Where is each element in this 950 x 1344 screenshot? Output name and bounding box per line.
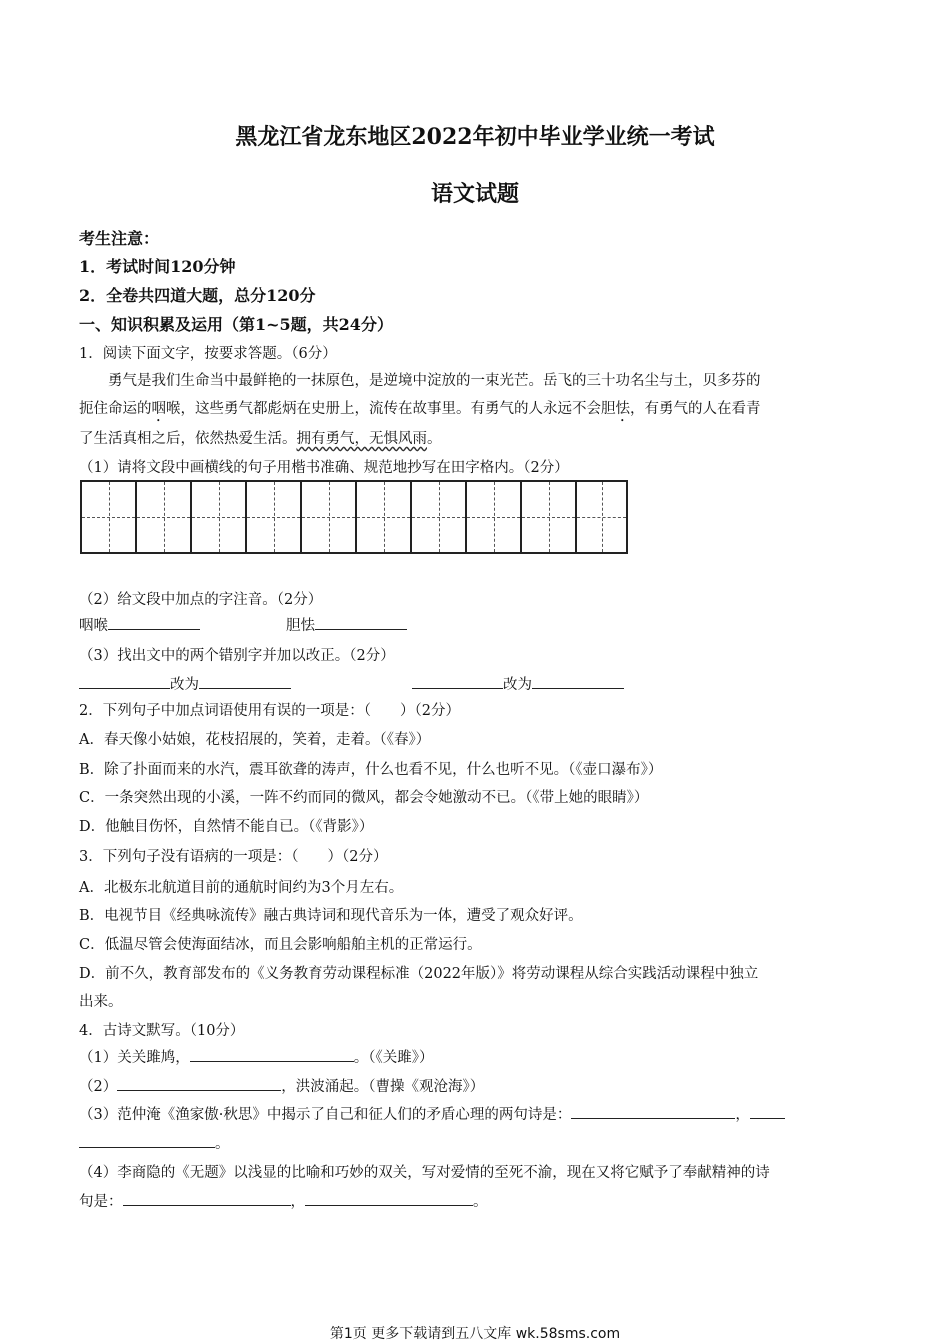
tianzige-cell[interactable] (247, 482, 302, 552)
q4-sub1 (79, 1046, 433, 1067)
q4-sub4-blank-2[interactable] (305, 1191, 473, 1206)
q1-sub2-blank-2[interactable] (315, 615, 407, 630)
q4-sub1-suffix: 。（《关雎》） (353, 1050, 434, 1066)
tianzige-cell[interactable] (522, 482, 577, 552)
q2-option-b: B．除了扑面而来的水汽，震耳欲聋的涛声，什么也看不见，什么也听不见。（《壶口瀑布》） (79, 762, 663, 778)
section-1-heading: 一、知识积累及运用（第1~5题，共24分） (79, 315, 393, 334)
q4-sub3-prompt: （3）范仲淹《渔家傲·秋思》中揭示了自己和征人们的矛盾心理的两句诗是： (79, 1107, 572, 1123)
change-to-label: 改为 (503, 677, 532, 693)
q1-sub2-word-2: 胆怯 (286, 618, 315, 634)
q3-option-b: B．电视节目《经典咏流传》融古典诗词和现代音乐为一体，遭受了观众好评。 (79, 908, 583, 924)
q4-sub1-blank[interactable] (190, 1047, 354, 1062)
q4-sub3-line-2 (79, 1132, 230, 1153)
tianzige-cell[interactable] (82, 482, 137, 552)
q1-sub2: （2）给文段中加点的字注音。（2分） (79, 592, 323, 608)
q3-option-a: A．北极东北航道目前的通航时间约为3个月左右。 (79, 880, 404, 896)
q1-stem: 1．阅读下面文字，按要求答题。（6分） (79, 346, 337, 362)
q1-sub2-word-1: 咽喉 (79, 618, 108, 634)
q4-sub3-blank-1[interactable] (571, 1104, 735, 1119)
q1-sub3: （3）找出文中的两个错别字并加以改正。（2分） (79, 648, 395, 664)
q2-option-d: D．他触目伤怀，自然情不能自已。（《背影》） (79, 819, 374, 835)
change-to-label: 改为 (170, 677, 199, 693)
q1-para-text: 了生活真相之后，依然热爱生活。 (79, 431, 297, 447)
q4-sub3-blank-2[interactable] (79, 1133, 215, 1148)
q4-sub2-suffix: ，洪波涌起。（曹操《观沧海》） (281, 1079, 485, 1095)
q4-sub4-end: 。 (473, 1194, 488, 1210)
q4-sub4-line-2 (79, 1190, 488, 1211)
q2-option-c: C．一条突然出现的小溪，一阵不约而同的微风，都会令她激动不已。（《带上她的眼睛》） (79, 790, 649, 806)
page-footer: 第1页 更多下载请到五八文库 wk.58sms.com (329, 1326, 621, 1342)
q1-sub3-answer-2 (412, 673, 624, 694)
q1-para-text: 喉，这些勇气都彪炳在史册上，流传在故事里。有勇气的人永远不会胆 (166, 401, 616, 417)
q1-sub1: （1）请将文段中画横线的句子用楷书准确、规范地抄写在田字格内。（2分） (79, 460, 569, 476)
tianzige-cell[interactable] (137, 482, 192, 552)
exam-subtitle: 语文试题 (430, 181, 519, 207)
q1-sub3-wrong-blank-2[interactable] (412, 674, 503, 689)
tianzige-grid[interactable] (80, 480, 628, 554)
q1-sub2-answer-1 (79, 614, 200, 635)
q1-paragraph-line-1: 勇气是我们生命当中最鲜艳的一抹原色，是逆境中淀放的一束光芒。岳飞的三十功名尘与土，贝多芬的 (79, 373, 761, 389)
q1-dotted-char-yan: 咽 (151, 401, 166, 417)
q4-sub1-prefix: （1）关关雎鸠， (79, 1050, 190, 1066)
q4-sub4-prefix: 句是： (79, 1194, 123, 1210)
q4-sub4-comma: ， (290, 1194, 305, 1210)
q4-sub3-blank-2-start[interactable] (750, 1104, 785, 1119)
q2-stem: 2．下列句子中加点词语使用有误的一项是：（ ）（2分） (79, 703, 460, 719)
q2-option-a: A．春天像小姑娘，花枝招展的，笑着，走着。（《春》） (79, 732, 431, 748)
q4-sub2-prefix: （2） (79, 1079, 118, 1095)
q1-paragraph-line-2 (79, 397, 761, 425)
q1-para-text: ，有勇气的人在看青 (630, 401, 761, 417)
q4-sub4-blank-1[interactable] (123, 1191, 291, 1206)
tianzige-cell[interactable] (467, 482, 522, 552)
exam-title: 黑龙江省龙东地区2022年初中毕业学业统一考试 (235, 124, 715, 150)
q1-sub2-answer-2 (286, 614, 407, 635)
q4-sub4-line-1: （4）李商隐的《无题》以浅显的比喻和巧妙的双关，写对爱情的至死不渝，现在又将它赋予了奉献精神的诗 (79, 1165, 770, 1181)
tianzige-cell[interactable] (192, 482, 247, 552)
q3-stem: 3．下列句子没有语病的一项是：（ ）（2分） (79, 849, 388, 865)
q4-stem: 4．古诗文默写。（10分） (79, 1023, 245, 1039)
q1-underlined-sentence: 拥有勇气，无惧风雨 (296, 431, 427, 447)
q3-option-c: C．低温尽管会使海面结冰，而且会影响船舶主机的正常运行。 (79, 937, 482, 953)
tianzige-cell[interactable] (357, 482, 412, 552)
tianzige-cell[interactable] (302, 482, 357, 552)
q1-sub2-blank-1[interactable] (108, 615, 200, 630)
q1-para-text: 。 (427, 431, 442, 447)
q4-sub3-end: 。 (215, 1136, 230, 1152)
q3-option-d-line-1: D．前不久，教育部发布的《义务教育劳动课程标准（2022年版）》将劳动课程从综合实践活动课程中独立 (79, 966, 759, 982)
q1-sub3-correct-blank-1[interactable] (199, 674, 291, 689)
q1-sub3-wrong-blank-1[interactable] (79, 674, 170, 689)
tianzige-cell[interactable] (577, 482, 626, 552)
q4-sub2-blank[interactable] (117, 1076, 281, 1091)
q4-sub2 (79, 1075, 484, 1096)
q4-sub3-line-1 (79, 1103, 785, 1124)
q1-dotted-char-qie: 怯 (615, 401, 630, 417)
q1-sub3-answer-1 (79, 673, 291, 694)
q1-para-text: 扼住命运的 (79, 401, 152, 417)
q1-sub3-correct-blank-2[interactable] (532, 674, 624, 689)
tianzige-cell[interactable] (412, 482, 467, 552)
notice-heading: 考生注意： (79, 229, 160, 248)
q4-sub3-comma: ， (735, 1107, 750, 1123)
notice-item-1: 1．考试时间120分钟 (79, 257, 236, 276)
q3-option-d-line-2: 出来。 (79, 994, 123, 1010)
notice-item-2: 2．全卷共四道大题，总分120分 (79, 286, 316, 305)
q1-paragraph-line-3 (79, 427, 442, 448)
